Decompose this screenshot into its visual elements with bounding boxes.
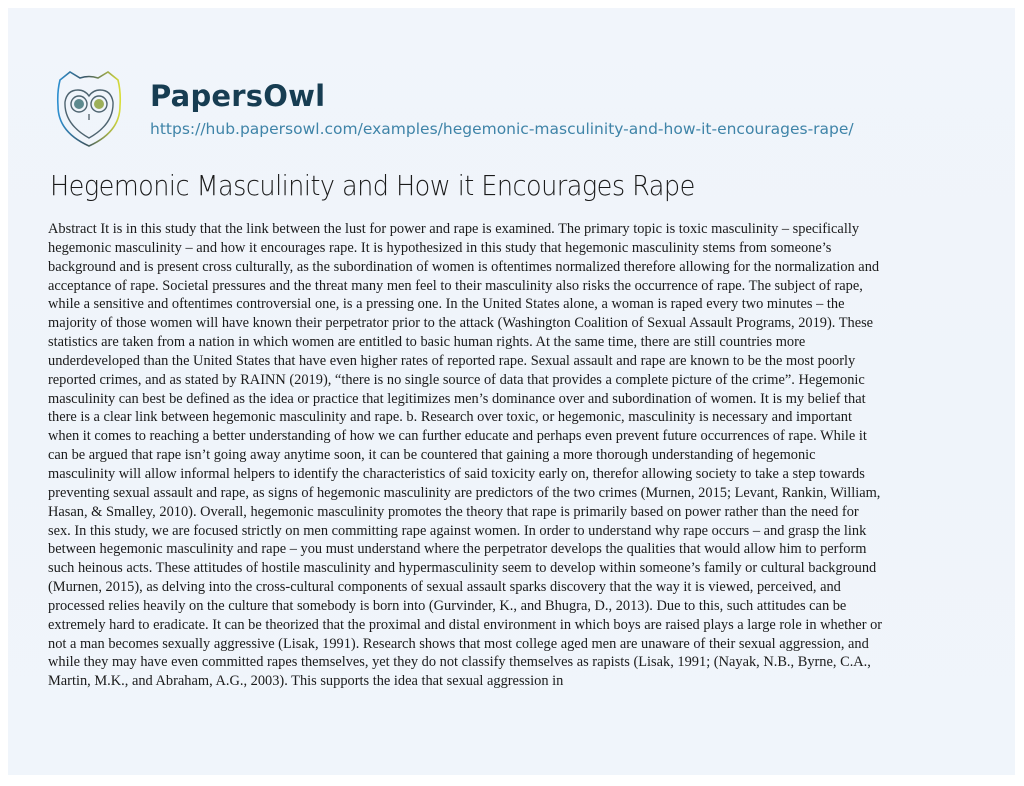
- body-line: acceptance of rape. Societal pressures and the threat many men feel to their masculinity also risks the occurrence of rape. The subject of rape,: [48, 277, 863, 294]
- body-line: underdeveloped than the United States that have even higher rates of reported rape. Sexual assault and rape are known to be the most poorly: [48, 352, 856, 369]
- body-line: sex. In this study, we are focused strictly on men committing rape against women. In order to understand why rape occurs – and grasp the link: [48, 522, 867, 539]
- body-line: not a man becomes sexually aggressive (Lisak, 1991). Research shows that most college aged men are unaware of their sexual aggression, and: [48, 635, 869, 652]
- body-line: reported crimes, and as stated by RAINN (2019), “there is no single source of data that provides a complete picture of the crime”. Hegemonic: [48, 371, 865, 388]
- body-line: (Murnen, 2015), as delving into the cross-cultural components of sexual assault sparks discovery that the way it is viewed, perceived, and: [48, 579, 841, 596]
- body-line: while a sensitive and oftentimes controversial one, is a pressing one. In the United States alone, a woman is raped every two minutes – the: [48, 296, 845, 313]
- body-line: when it comes to reaching a better understanding of how we can further educate and perhaps even prevent future occurrences of rape. While it: [48, 428, 867, 445]
- body-line: Martin, M.K., and Abraham, A.G., 2003). This supports the idea that sexual aggression in: [48, 673, 564, 690]
- body-line: extremely hard to eradicate. It can be theorized that the proximal and distal environment in which boys are raised plays a large role in whether or: [48, 616, 883, 633]
- body-line: statistics are taken from a nation in which women are entitled to basic human rights. At the same time, there are still countries more: [48, 334, 806, 351]
- document-body: [48, 220, 978, 691]
- body-line: background and is present cross culturally, as the subordination of women is oftentimes normalized therefore allowing for the normalization and: [48, 258, 880, 275]
- document-title: Hegemonic Masculinity and How it Encourages Rape: [50, 170, 695, 202]
- owl-logo-icon[interactable]: [50, 66, 128, 152]
- body-line: processed relies heavily on the culture that somebody is born into (Gurvinder, K., and Bhugra, D., 2013). Due to this, such attitudes can be: [48, 597, 847, 614]
- body-line: Abstract It is in this study that the link between the lust for power and rape is examined. The primary topic is toxic masculinity – specifically: [48, 221, 860, 237]
- body-line: while they may have even committed rapes themselves, yet they do not classify themselves as rapists (Lisak, 1991; (Nayak, N.B., Byrne, C.A.,: [48, 654, 871, 671]
- body-line: masculinity can best be defined as the idea or practice that legitimizes men’s dominance over and subordination of women. It is my belief that: [48, 390, 866, 407]
- body-line: Hasan, & Smalley, 2010). Overall, hegemonic masculinity promotes the theory that rape is primarily based on power rather than the need for: [48, 503, 859, 520]
- brand-name[interactable]: PapersOwl: [150, 79, 326, 113]
- body-line: such heinous acts. These attitudes of hostile masculinity and hypermasculinity seem to develop within someone’s family or cultural background: [48, 560, 877, 577]
- body-line: can be argued that rape isn’t going away anytime soon, it can be countered that gaining a more thorough understanding of hegemonic: [48, 447, 816, 464]
- body-line: there is a clear link between hegemonic masculinity and rape. b. Research over toxic, or hegemonic, masculinity is necessary and important: [48, 409, 852, 426]
- body-line: between hegemonic masculinity and rape – you must understand where the perpetrator develops the qualities that would allow him to perform: [48, 541, 867, 558]
- body-line: preventing sexual assault and rape, as signs of hegemonic masculinity are predictors of the two crimes (Murnen, 2015; Levant, Rankin, William,: [48, 484, 881, 501]
- body-line: majority of those women will have known their perpetrator prior to the attack (Washington Coalition of Sexual Assault Programs, 2019). These: [48, 315, 874, 332]
- site-header: [50, 66, 854, 152]
- body-line: hegemonic masculinity – and how it encourages rape. It is hypothesized in this study that hegemonic masculinity stems from someone’s: [48, 239, 832, 256]
- page-url-link[interactable]: https://hub.papersowl.com/examples/hegemonic-masculinity-and-how-it-encourages-rape/: [150, 120, 854, 138]
- body-line: masculinity will allow informal helpers to identify the characteristics of said toxicity early on, therefor allowing society to take a step towards: [48, 465, 865, 482]
